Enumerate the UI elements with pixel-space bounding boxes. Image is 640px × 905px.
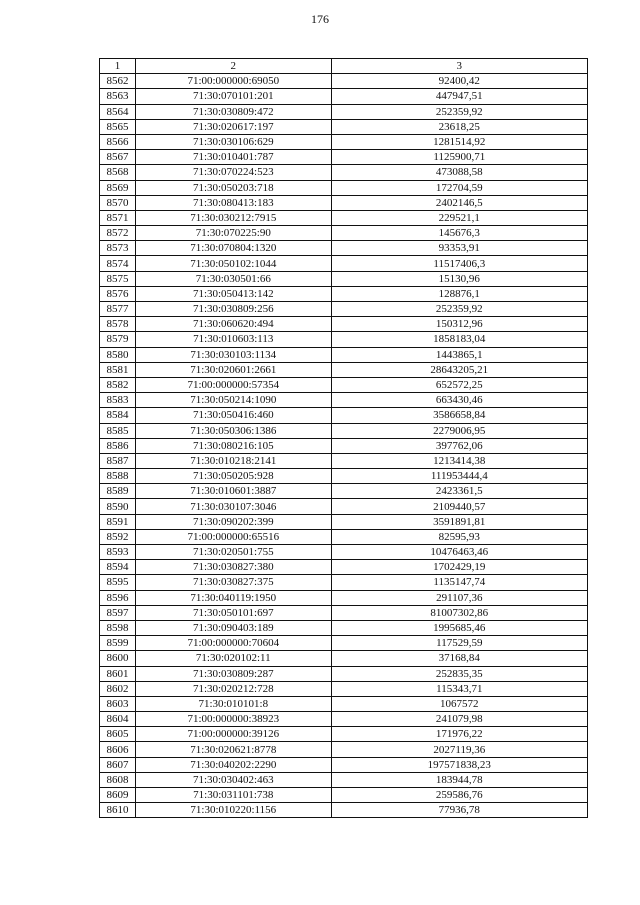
- cadastral-number-cell: 71:30:020601:2661: [135, 362, 331, 377]
- value-cell: 81007302,86: [331, 605, 587, 620]
- value-cell: 117529,59: [331, 636, 587, 651]
- cadastral-number-cell: 71:30:031101:738: [135, 788, 331, 803]
- cadastral-number-cell: 71:30:050306:1386: [135, 423, 331, 438]
- table-row: [100, 104, 588, 119]
- table-row: [100, 772, 588, 787]
- value-cell: 1443865,1: [331, 347, 587, 362]
- table-row: [100, 605, 588, 620]
- cadastral-number-cell: 71:30:010601:3887: [135, 484, 331, 499]
- column-header: 1: [100, 59, 136, 74]
- column-header: 2: [135, 59, 331, 74]
- table-row: [100, 788, 588, 803]
- table-row: [100, 757, 588, 772]
- table-row: [100, 666, 588, 681]
- value-cell: 663430,46: [331, 393, 587, 408]
- row-number-cell: 8579: [100, 332, 136, 347]
- table-row: [100, 134, 588, 149]
- cadastral-number-cell: 71:30:050205:928: [135, 469, 331, 484]
- value-cell: 2402146,5: [331, 195, 587, 210]
- row-number-cell: 8593: [100, 545, 136, 560]
- value-cell: 473088,58: [331, 165, 587, 180]
- value-cell: 171976,22: [331, 727, 587, 742]
- table-row: [100, 271, 588, 286]
- table-row: [100, 408, 588, 423]
- cadastral-number-cell: 71:30:020212:728: [135, 681, 331, 696]
- row-number-cell: 8604: [100, 712, 136, 727]
- cadastral-number-cell: 71:30:090403:189: [135, 620, 331, 635]
- row-number-cell: 8597: [100, 605, 136, 620]
- table-row: [100, 727, 588, 742]
- table-row: [100, 651, 588, 666]
- table-row: [100, 241, 588, 256]
- cadastral-number-cell: 71:30:030809:287: [135, 666, 331, 681]
- value-cell: 2109440,57: [331, 499, 587, 514]
- row-number-cell: 8596: [100, 590, 136, 605]
- value-cell: 1281514,92: [331, 134, 587, 149]
- value-cell: 252835,35: [331, 666, 587, 681]
- table-row: [100, 696, 588, 711]
- row-number-cell: 8595: [100, 575, 136, 590]
- cadastral-number-cell: 71:30:070225:90: [135, 226, 331, 241]
- cadastral-number-cell: 71:00:000000:57354: [135, 377, 331, 392]
- value-cell: 3586658,84: [331, 408, 587, 423]
- cadastral-number-cell: 71:30:010401:787: [135, 150, 331, 165]
- table-row: [100, 620, 588, 635]
- value-cell: 259586,76: [331, 788, 587, 803]
- value-cell: 115343,71: [331, 681, 587, 696]
- table-row: [100, 484, 588, 499]
- row-number-cell: 8601: [100, 666, 136, 681]
- row-number-cell: 8592: [100, 529, 136, 544]
- table-row: [100, 210, 588, 225]
- table-body: [100, 74, 588, 818]
- value-cell: 291107,36: [331, 590, 587, 605]
- cadastral-number-cell: 71:30:050203:718: [135, 180, 331, 195]
- value-cell: 447947,51: [331, 89, 587, 104]
- value-cell: 1995685,46: [331, 620, 587, 635]
- cadastral-number-cell: 71:30:070101:201: [135, 89, 331, 104]
- value-cell: 183944,78: [331, 772, 587, 787]
- table-row: [100, 560, 588, 575]
- cadastral-number-cell: 71:30:010220:1156: [135, 803, 331, 818]
- row-number-cell: 8600: [100, 651, 136, 666]
- row-number-cell: 8585: [100, 423, 136, 438]
- table-row: [100, 469, 588, 484]
- cadastral-number-cell: 71:00:000000:65516: [135, 529, 331, 544]
- table-row: [100, 636, 588, 651]
- table-header-row: [100, 59, 588, 74]
- value-cell: 15130,96: [331, 271, 587, 286]
- value-cell: 229521,1: [331, 210, 587, 225]
- table-row: [100, 438, 588, 453]
- cadastral-number-cell: 71:30:050102:1044: [135, 256, 331, 271]
- value-cell: 241079,98: [331, 712, 587, 727]
- table-row: [100, 423, 588, 438]
- cadastral-number-cell: 71:00:000000:69050: [135, 74, 331, 89]
- value-cell: 1125900,71: [331, 150, 587, 165]
- value-cell: 2027119,36: [331, 742, 587, 757]
- table-row: [100, 545, 588, 560]
- value-cell: 128876,1: [331, 286, 587, 301]
- cadastral-number-cell: 71:30:010218:2141: [135, 453, 331, 468]
- table-row: [100, 89, 588, 104]
- row-number-cell: 8591: [100, 514, 136, 529]
- cadastral-number-cell: 71:30:020102:11: [135, 651, 331, 666]
- row-number-cell: 8589: [100, 484, 136, 499]
- cadastral-number-cell: 71:30:030809:472: [135, 104, 331, 119]
- cadastral-number-cell: 71:30:080216:105: [135, 438, 331, 453]
- table-row: [100, 681, 588, 696]
- row-number-cell: 8584: [100, 408, 136, 423]
- cadastral-number-cell: 71:30:030827:380: [135, 560, 331, 575]
- cadastral-number-cell: 71:30:030402:463: [135, 772, 331, 787]
- value-cell: 652572,25: [331, 377, 587, 392]
- table-row: [100, 302, 588, 317]
- table-row: [100, 74, 588, 89]
- value-cell: 1702429,19: [331, 560, 587, 575]
- value-cell: 11517406,3: [331, 256, 587, 271]
- cadastral-number-cell: 71:00:000000:39126: [135, 727, 331, 742]
- row-number-cell: 8569: [100, 180, 136, 195]
- row-number-cell: 8581: [100, 362, 136, 377]
- value-cell: 172704,59: [331, 180, 587, 195]
- value-cell: 1067572: [331, 696, 587, 711]
- table-row: [100, 529, 588, 544]
- cadastral-number-cell: 71:30:010603:113: [135, 332, 331, 347]
- value-cell: 252359,92: [331, 104, 587, 119]
- row-number-cell: 8609: [100, 788, 136, 803]
- cadastral-number-cell: 71:30:060620:494: [135, 317, 331, 332]
- row-number-cell: 8608: [100, 772, 136, 787]
- cadastral-number-cell: 71:30:040202:2290: [135, 757, 331, 772]
- row-number-cell: 8605: [100, 727, 136, 742]
- row-number-cell: 8599: [100, 636, 136, 651]
- cadastral-number-cell: 71:30:020617:197: [135, 119, 331, 134]
- cadastral-number-cell: 71:30:050214:1090: [135, 393, 331, 408]
- page-number: 176: [311, 12, 329, 26]
- value-cell: 2279006,95: [331, 423, 587, 438]
- cadastral-number-cell: 71:30:030809:256: [135, 302, 331, 317]
- value-cell: 1213414,38: [331, 453, 587, 468]
- value-cell: 1135147,74: [331, 575, 587, 590]
- table-row: [100, 712, 588, 727]
- row-number-cell: 8570: [100, 195, 136, 210]
- cadastral-number-cell: 71:30:070224:523: [135, 165, 331, 180]
- table-row: [100, 286, 588, 301]
- row-number-cell: 8576: [100, 286, 136, 301]
- table-row: [100, 195, 588, 210]
- cadastral-number-cell: 71:30:020501:755: [135, 545, 331, 560]
- cadastral-number-cell: 71:30:050413:142: [135, 286, 331, 301]
- value-cell: 111953444,4: [331, 469, 587, 484]
- table-row: [100, 119, 588, 134]
- table-row: [100, 393, 588, 408]
- row-number-cell: 8575: [100, 271, 136, 286]
- column-header: 3: [331, 59, 587, 74]
- table-row: [100, 362, 588, 377]
- value-cell: 92400,42: [331, 74, 587, 89]
- table-row: [100, 165, 588, 180]
- value-cell: 150312,96: [331, 317, 587, 332]
- value-cell: 197571838,23: [331, 757, 587, 772]
- cadastral-number-cell: 71:30:030501:66: [135, 271, 331, 286]
- row-number-cell: 8586: [100, 438, 136, 453]
- row-number-cell: 8564: [100, 104, 136, 119]
- table-row: [100, 499, 588, 514]
- value-cell: 28643205,21: [331, 362, 587, 377]
- cadastral-number-cell: 71:30:030212:7915: [135, 210, 331, 225]
- value-cell: 2423361,5: [331, 484, 587, 499]
- value-cell: 23618,25: [331, 119, 587, 134]
- row-number-cell: 8602: [100, 681, 136, 696]
- table-row: [100, 226, 588, 241]
- table-row: [100, 575, 588, 590]
- table-row: [100, 317, 588, 332]
- row-number-cell: 8607: [100, 757, 136, 772]
- table-row: [100, 742, 588, 757]
- value-cell: 82595,93: [331, 529, 587, 544]
- row-number-cell: 8582: [100, 377, 136, 392]
- row-number-cell: 8567: [100, 150, 136, 165]
- cadastral-number-cell: 71:30:090202:399: [135, 514, 331, 529]
- row-number-cell: 8594: [100, 560, 136, 575]
- value-cell: 3591891,81: [331, 514, 587, 529]
- row-number-cell: 8563: [100, 89, 136, 104]
- row-number-cell: 8571: [100, 210, 136, 225]
- cadastral-number-cell: 71:30:050416:460: [135, 408, 331, 423]
- row-number-cell: 8606: [100, 742, 136, 757]
- row-number-cell: 8580: [100, 347, 136, 362]
- row-number-cell: 8577: [100, 302, 136, 317]
- value-cell: 10476463,46: [331, 545, 587, 560]
- table-row: [100, 514, 588, 529]
- table-row: [100, 803, 588, 818]
- table-row: [100, 347, 588, 362]
- row-number-cell: 8566: [100, 134, 136, 149]
- row-number-cell: 8587: [100, 453, 136, 468]
- row-number-cell: 8583: [100, 393, 136, 408]
- row-number-cell: 8598: [100, 620, 136, 635]
- table-row: [100, 590, 588, 605]
- row-number-cell: 8574: [100, 256, 136, 271]
- row-number-cell: 8610: [100, 803, 136, 818]
- row-number-cell: 8562: [100, 74, 136, 89]
- cadastral-number-cell: 71:30:030106:629: [135, 134, 331, 149]
- table-row: [100, 180, 588, 195]
- cadastral-number-cell: 71:30:070804:1320: [135, 241, 331, 256]
- value-cell: 1858183,04: [331, 332, 587, 347]
- cadastral-number-cell: 71:30:050101:697: [135, 605, 331, 620]
- cadastral-number-cell: 71:00:000000:70604: [135, 636, 331, 651]
- cadastral-number-cell: 71:30:030827:375: [135, 575, 331, 590]
- table-row: [100, 150, 588, 165]
- row-number-cell: 8603: [100, 696, 136, 711]
- cadastral-number-cell: 71:30:020621:8778: [135, 742, 331, 757]
- row-number-cell: 8588: [100, 469, 136, 484]
- value-cell: 93353,91: [331, 241, 587, 256]
- cadastral-number-cell: 71:30:010101:8: [135, 696, 331, 711]
- row-number-cell: 8572: [100, 226, 136, 241]
- table-row: [100, 256, 588, 271]
- table-row: [100, 453, 588, 468]
- table-row: [100, 377, 588, 392]
- value-cell: 77936,78: [331, 803, 587, 818]
- cadastral-number-cell: 71:30:030107:3046: [135, 499, 331, 514]
- row-number-cell: 8565: [100, 119, 136, 134]
- cadastral-number-cell: 71:30:030103:1134: [135, 347, 331, 362]
- cadastral-number-cell: 71:30:040119:1950: [135, 590, 331, 605]
- cadastral-number-cell: 71:00:000000:38923: [135, 712, 331, 727]
- data-table: [99, 58, 588, 818]
- row-number-cell: 8590: [100, 499, 136, 514]
- row-number-cell: 8568: [100, 165, 136, 180]
- value-cell: 397762,06: [331, 438, 587, 453]
- row-number-cell: 8573: [100, 241, 136, 256]
- table-row: [100, 332, 588, 347]
- cadastral-number-cell: 71:30:080413:183: [135, 195, 331, 210]
- value-cell: 145676,3: [331, 226, 587, 241]
- row-number-cell: 8578: [100, 317, 136, 332]
- value-cell: 37168,84: [331, 651, 587, 666]
- value-cell: 252359,92: [331, 302, 587, 317]
